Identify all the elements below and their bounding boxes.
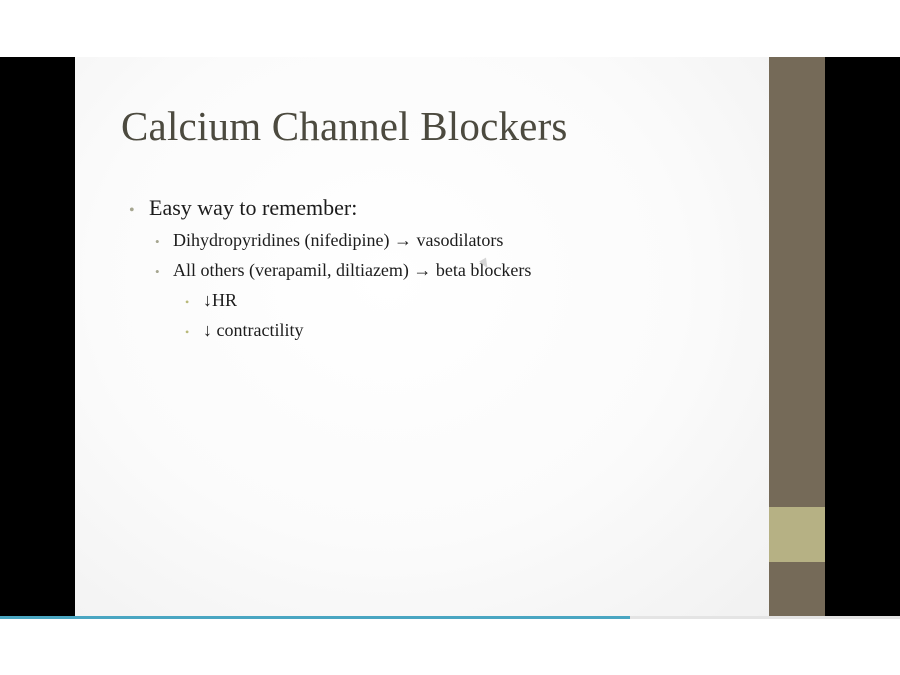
video-progress-fill xyxy=(0,616,630,619)
video-progress-bar[interactable] xyxy=(0,616,900,619)
bullet-text: ↓HR xyxy=(203,290,238,310)
slide-side-band-accent xyxy=(769,507,825,562)
bullet-marker: • xyxy=(185,325,190,339)
bullet-text: All others (verapamil, diltiazem) → beta blockers xyxy=(173,260,532,280)
bullet-marker: • xyxy=(155,264,160,279)
bullet-marker: • xyxy=(185,295,190,309)
bullet-easy-way xyxy=(129,195,357,221)
bullet-text: Dihydropyridines (nifedipine) → vasodilators xyxy=(173,230,504,250)
bullet-text: ↓ contractility xyxy=(203,320,304,340)
bullet-decreased-contractility xyxy=(185,320,303,341)
bullet-marker: • xyxy=(129,202,135,219)
bullet-decreased-hr xyxy=(185,290,237,311)
slide-title: Calcium Channel Blockers xyxy=(121,103,568,149)
bullet-all-others xyxy=(155,260,531,281)
bullet-dihydropyridines xyxy=(155,230,503,251)
bullet-marker: • xyxy=(155,234,160,249)
bullet-text: Easy way to remember: xyxy=(149,195,358,220)
